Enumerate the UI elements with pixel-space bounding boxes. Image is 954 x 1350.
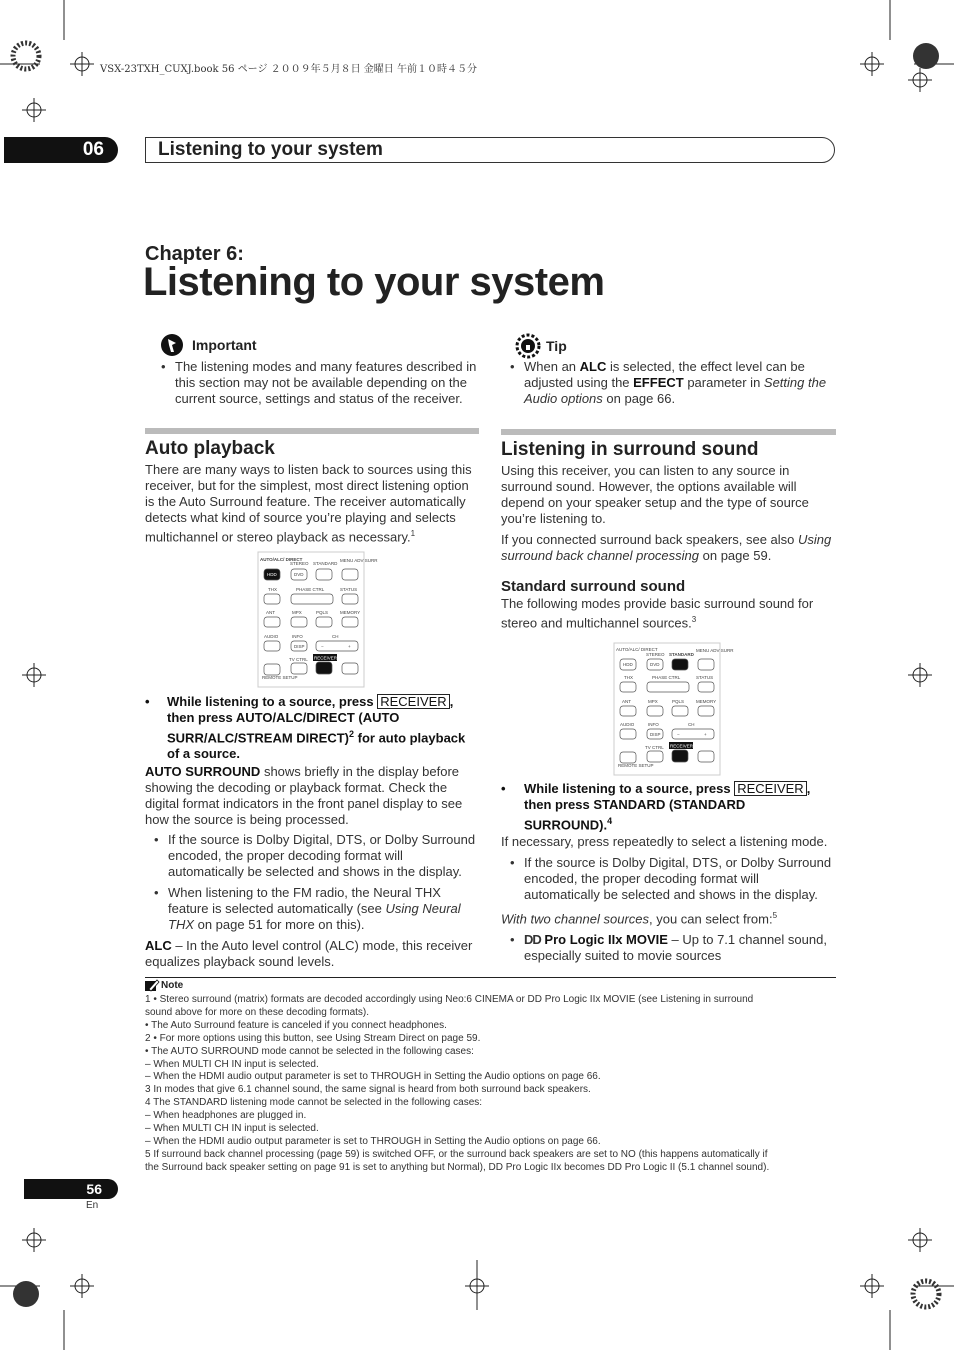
section-rule-left [145,428,479,434]
notes-list [145,994,840,1175]
svg-text:−: − [321,644,324,649]
tip-bullet: • When an ALC is selected, the effect level can be adjusted using the EFFECT parameter in Setting the Audio options on page 66. [501,359,838,407]
svg-text:MPX: MPX [648,699,658,704]
standard-surround-intro: The following modes provide basic surround sound for stereo and multichannel sources.$^3$ [501,596,814,631]
prologic-movie-bullet: • DD Pro Logic IIx MOVIE – Up to 7.1 channel sound, especially suited to movie sources [501,932,836,964]
svg-text:ANT: ANT [622,699,631,704]
svg-text:DISP: DISP [650,732,661,737]
book-header: VSX-23TXH_CUXJ.book 56 ページ ２００９年５月８日 金曜日 午前１０時４５分 [100,64,477,75]
auto-playback-heading: Auto playback [145,438,275,459]
auto-playback-step: • While listening to a source, press RECEIVER , then press AUTO/ALC/DIRECT (AUTO SURR/ALC/STREAM DIRECT)$^2$ for auto playback of a source. [145,694,466,762]
two-channel-note: With two channel sources, you can select from:$^5$ [501,911,778,927]
note-line: 3 In modes that give 6.1 channel sound, the same signal is heard from both surround back speakers. [145,1084,591,1096]
svg-text:PQLS: PQLS [316,610,329,615]
notes-header [145,979,183,992]
svg-text:RECEIVER: RECEIVER [670,743,694,749]
note-line: – When MULTI CH IN input is selected. [145,1058,319,1070]
note-line: 1 • Stereo surround (matrix) formats are decoded accordingly using Neo:6 CINEMA or DD Pro Logic IIx MOVIE (see Listening in surround [145,994,754,1005]
alc-description: ALC – In the Auto level control (ALC) mode, this receiver equalizes playback sound levels. [145,938,473,970]
receiver-button-label: RECEIVER [734,781,806,796]
note-line: 2 • For more options using this button, see Using Stream Direct on page 59. [145,1032,481,1044]
note-line: – When headphones are plugged in. [145,1110,307,1122]
svg-text:CH: CH [332,634,339,639]
svg-text:DVD: DVD [650,662,660,667]
svg-text:AUTO/ALC/ DIRECT: AUTO/ALC/ DIRECT [616,647,658,652]
svg-text:MPX: MPX [292,610,302,615]
surround-back-note: If you connected surround back speakers, see also Using surround back channel processing on page 59. [501,532,832,563]
svg-text:HDD: HDD [623,662,633,667]
svg-text:STEREO: STEREO [290,561,309,566]
standard-step: • While listening to a source, press RECEIVER , then press STANDARD (STANDARD SURROUND).$^4$ [501,781,811,833]
note-line: • The AUTO SURROUND mode cannot be selected in the following cases: [145,1045,474,1057]
svg-text:STANDARD: STANDARD [313,561,338,566]
svg-text:THX: THX [268,587,277,592]
svg-text:+: + [704,732,707,737]
svg-text:−: − [677,732,680,737]
note-pencil-icon [145,979,159,992]
page-number: 56 [24,1179,118,1199]
running-header: Listening to your system [145,137,835,163]
section-rule-right [501,429,836,435]
notes-heading: Note [161,980,184,991]
svg-text:+: + [348,644,351,649]
svg-text:TV CTRL: TV CTRL [645,745,664,750]
svg-text:REMOTE SETUP: REMOTE SETUP [618,763,654,768]
svg-text:AUDIO: AUDIO [264,634,279,639]
important-box [160,333,480,412]
note-line: – When MULTI CH IN input is selected. [145,1123,319,1135]
surround-section [501,439,836,631]
note-line: – When the HDMI audio output parameter is set to THROUGH in Setting the Audio options on page 66. [145,1135,601,1147]
svg-text:MEMORY: MEMORY [340,610,361,615]
chapter-label: Chapter 6: [145,243,244,265]
svg-text:INFO: INFO [648,722,659,727]
svg-text:INFO: INFO [292,634,303,639]
auto-playback-intro: There are many ways to listen back to sources using this receiver, but for the simplest, most direct listening option is the Auto Surround feature. The receiver automatically detects what kind of source you’re playing and selects multichannel or stereo playback as necessary.$^1$ [145,462,472,545]
chapter-title: Listening to your system [143,260,605,304]
svg-text:PQLS: PQLS [672,699,685,704]
standard-bullet-dolby: • If the source is Dolby Digital, DTS, or Dolby Surround encoded, the proper decoding format will automatically be selected and shows in the display. [501,855,836,903]
note-line: – When the HDMI audio output parameter is set to THROUGH in Setting the Audio options on page 66. [145,1071,601,1083]
svg-text:RECEIVER: RECEIVER [314,655,338,661]
standard-surround-steps [501,781,836,969]
chapter-number-tab: 06 [4,137,118,163]
svg-text:DVD: DVD [294,572,304,577]
page-language: En [86,1200,99,1211]
auto-playback-steps [145,694,479,970]
remote-control-diagram [258,552,378,687]
svg-text:AUDIO: AUDIO [620,722,635,727]
svg-text:STANDARD: STANDARD [669,652,694,657]
remote-control-diagram [614,643,734,775]
important-icon [160,333,184,357]
svg-text:REMOTE SETUP: REMOTE SETUP [262,675,298,680]
svg-text:AUTO/ALC/ DIRECT: AUTO/ALC/ DIRECT [260,557,303,562]
tip-lightbulb-icon [516,334,540,358]
svg-text:TV CTRL: TV CTRL [289,657,308,662]
important-bullet: • The listening modes and many features described in this section may not be available depending on the current source, settings and status of the receiver. [152,359,480,407]
tip-heading: Tip [546,338,567,354]
surround-intro: Using this receiver, you can listen to any source in surround sound. However, the options available will depend on your speaker setup and the type of source you’re listening to. [501,463,809,526]
svg-text:STATUS: STATUS [340,587,358,592]
surround-heading: Listening in surround sound [501,439,759,460]
repeat-instruction: If necessary, press repeatedly to select a listening mode. [501,834,828,850]
svg-text:ANT: ANT [266,610,275,615]
remote-illustration-auto [258,552,378,687]
receiver-button-label: RECEIVER [377,694,449,709]
note-line: • The Auto Surround feature is canceled if you connect headphones. [145,1019,447,1031]
svg-text:MEMORY: MEMORY [696,699,717,704]
svg-text:PHASE CTRL: PHASE CTRL [296,587,325,592]
note-line: 4 The STANDARD listening mode cannot be selected in the following cases: [145,1097,483,1109]
svg-text:MENU ADV SURR: MENU ADV SURR [340,558,378,563]
svg-text:PHASE CTRL: PHASE CTRL [652,675,681,680]
auto-bullet-fm: • When listening to the FM radio, the Neural THX feature is selected automatically (see Using Neural THX on page 51 for more on this). [145,885,479,933]
auto-bullet-dolby: • If the source is Dolby Digital, DTS, or Dolby Surround encoded, the proper decoding format will automatically be selected and shows in the display. [145,832,479,880]
svg-text:HDD: HDD [267,572,277,577]
svg-text:CH: CH [688,722,695,727]
notes-rule [145,977,836,978]
dolby-dd-icon: DD [524,931,541,947]
svg-text:THX: THX [624,675,633,680]
standard-surround-heading: Standard surround sound [501,578,686,595]
note-line: the Surround back speaker setting on page 91 is set to anything but Normal), DD Pro Logic IIx becomes DD Pro Logic II (5.1 channel sound). [145,1161,770,1173]
important-heading: Important [192,337,257,353]
auto-playback-section [145,438,479,545]
tip-box [516,334,838,412]
note-line: sound above for more on these decoding formats). [145,1006,370,1018]
note-line: 5 If surround back channel processing (page 59) is switched OFF, or the surround back speakers are set to NO (this happens automatically if [145,1148,768,1160]
svg-text:STATUS: STATUS [696,675,714,680]
auto-surround-description: AUTO SURROUND shows briefly in the display before showing the decoding or playback format. Check the digital format indicators in the front panel display to see how the source is being processed. [145,764,463,828]
remote-illustration-standard [614,643,734,775]
svg-text:DISP: DISP [294,644,305,649]
svg-text:MENU ADV SURR: MENU ADV SURR [696,648,734,653]
svg-text:STEREO: STEREO [646,652,665,657]
